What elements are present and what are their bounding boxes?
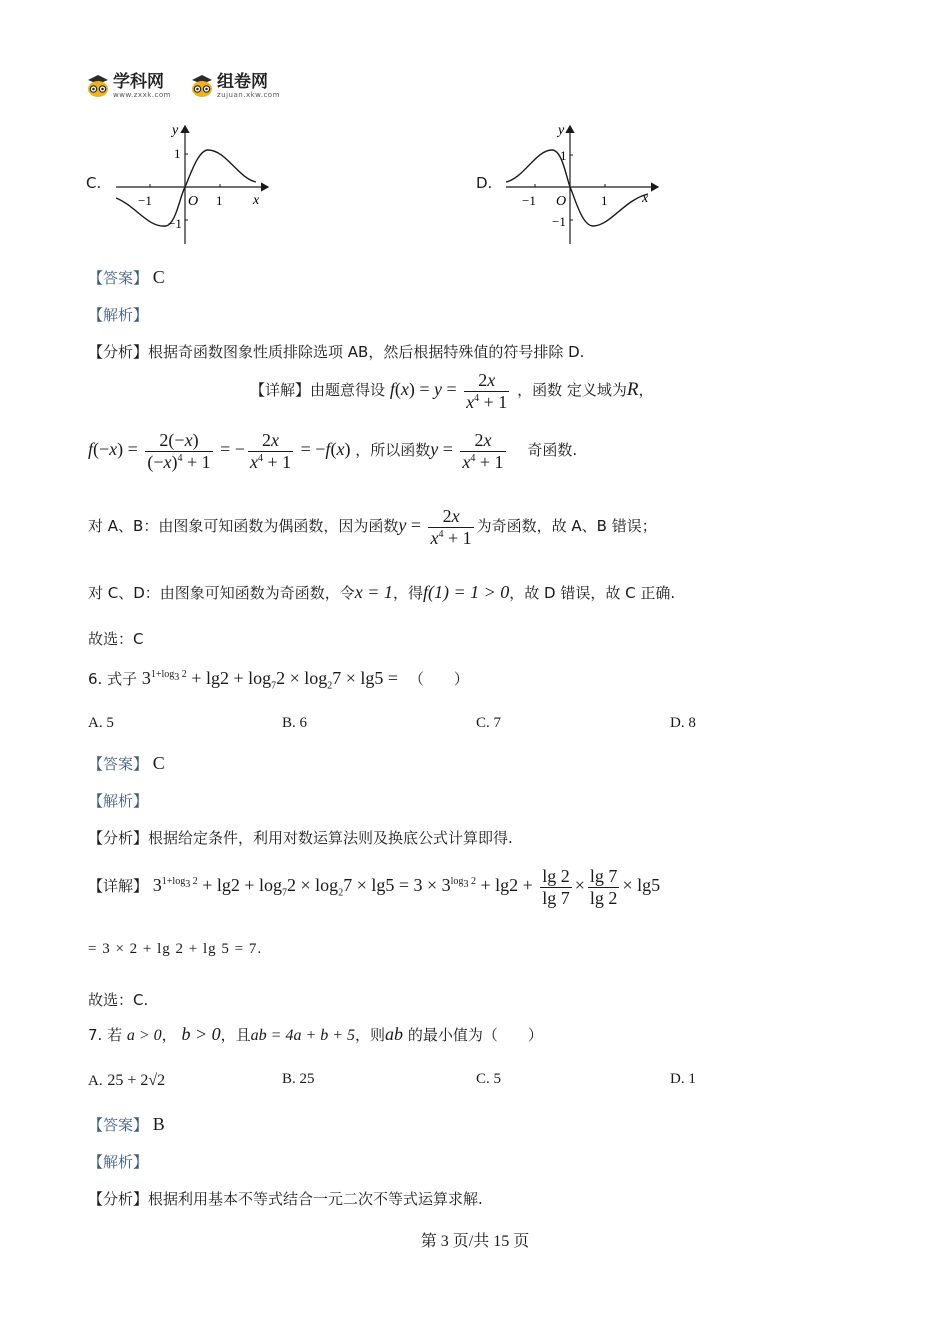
- fenxi-text: 根据奇函数图象性质排除选项 AB，然后根据特殊值的符号排除 D.: [148, 343, 585, 361]
- math-expr: $3^{1+log_3 2} + \lg 2 + \log_72 \times \log_27 \times \lg 5 = 3 \times 3^{log_3 2} + \lg 2$ +: [152, 875, 538, 899]
- q7-answer: [88, 1114, 165, 1135]
- detail-text: 为奇函数，故 A、B 错误；: [476, 517, 657, 536]
- q6-stem: [88, 668, 469, 692]
- q5-detail-line2: f(−x) = $\frac{2(-x)}{(-x)^4 + 1}$ = − $\frac{2x}{x^4 + 1}$ = −f(x) ，所以函数y = $\frac{2x}{x^4 + 1}$ 奇函数.: [88, 430, 578, 472]
- q6-option-b: B. 6: [282, 715, 308, 731]
- owl-logo-icon: [190, 74, 214, 98]
- q7-stem: [88, 1024, 543, 1045]
- q5-fenxi: [88, 341, 584, 362]
- tick-label-y-neg: −1: [552, 214, 566, 229]
- detail-text: ，得: [392, 584, 423, 602]
- detail-text: ，函数 定义域为: [517, 381, 627, 400]
- tick-label-y-pos: 1: [560, 148, 567, 163]
- domain-r: R: [626, 379, 639, 401]
- math-expr: a > 0: [126, 1027, 162, 1044]
- fraction: $\frac{2x}{x^4 + 1}$: [430, 506, 472, 548]
- y-axis-label: y: [172, 123, 179, 138]
- answer-value: B: [152, 1114, 165, 1134]
- y-axis-label: y: [558, 123, 565, 138]
- tick-label-x-neg: −1: [522, 193, 536, 208]
- logo-zujuan: [190, 68, 280, 104]
- fenxi-tag: 【分析】: [88, 343, 149, 361]
- fraction: $\frac{2x}{x^4 + 1}$: [466, 370, 508, 412]
- math-expr: b > 0: [181, 1024, 221, 1044]
- owl-logo-icon: [86, 74, 110, 98]
- logo-url: www.zxxk.com: [113, 90, 171, 99]
- detail-text: 对 C、D：由图象可知函数为奇函数，令: [88, 584, 355, 602]
- fenxi-text: 根据给定条件，利用对数运算法则及换底公式计算即得.: [148, 829, 513, 847]
- q6-fenxi: [88, 827, 513, 848]
- detail-text: 对 A、B：由图象可知函数为偶函数，因为函数: [88, 517, 399, 536]
- q5-answer: [88, 267, 165, 288]
- q7-option-b: B. 25: [282, 1071, 315, 1087]
- q5-analysis-tag: 【解析】: [88, 306, 149, 324]
- q5-detail-line3: 对 A、B：由图象可知函数为偶函数，因为函数y = $\frac{2x}{x^4 + 1}$ 为奇函数，故 A、B 错误；: [88, 506, 657, 548]
- origin-label: O: [188, 194, 199, 209]
- q6-option-a: A. 5: [88, 715, 114, 731]
- answer-value: C: [152, 753, 165, 773]
- option-c-label: C.: [86, 174, 102, 192]
- detail-text: ，所以函数: [355, 441, 431, 460]
- tick-label-x-pos: 1: [601, 193, 608, 208]
- logo-zxxk: [86, 68, 171, 104]
- answer-tag: 【答案】: [88, 269, 149, 287]
- q7-option-a: [88, 1071, 165, 1090]
- fraction: $\frac{2x}{x^4 + 1}$: [462, 430, 504, 472]
- fenxi-tag: 【分析】: [88, 829, 149, 847]
- tick-label-x-neg: −1: [138, 193, 152, 208]
- detail-text: 奇函数.: [527, 441, 578, 460]
- q6-answer: [88, 753, 165, 774]
- answer-tag: 【答案】: [88, 1116, 149, 1134]
- q6-analysis-tag: 【解析】: [88, 792, 149, 810]
- origin-label: O: [556, 194, 567, 209]
- detail-text: ，: [638, 381, 654, 400]
- q7-option-c: C. 5: [476, 1071, 502, 1087]
- q6-choose: 故选：C.: [88, 991, 149, 1009]
- stem-text: ，且: [220, 1026, 251, 1044]
- fraction: $\frac{2x}{x^4 + 1}$: [249, 430, 292, 472]
- x-axis-label: x: [253, 193, 260, 208]
- tick-label-x-pos: 1: [216, 193, 223, 208]
- fraction: $\frac{\lg 7}{\lg 2}$: [589, 866, 618, 908]
- option-label: A.: [88, 1073, 103, 1089]
- q7-option-d: D. 1: [670, 1071, 696, 1087]
- math-expr: f(1) = 1 > 0: [422, 582, 510, 602]
- math-expr: ab: [385, 1024, 404, 1044]
- detail-text: 由题意得设: [310, 381, 386, 400]
- q6-option-d: D. 8: [670, 715, 696, 731]
- stem-paren: （ ）: [408, 670, 469, 688]
- logo-url: zujuan.xkw.com: [217, 90, 280, 99]
- q5-choose: 故选：C: [88, 630, 144, 648]
- stem-text: ，: [161, 1026, 177, 1044]
- answer-value: C: [152, 267, 165, 287]
- answer-tag: 【答案】: [88, 755, 149, 773]
- fenxi-tag: 【分析】: [88, 1190, 149, 1208]
- fraction: $\frac{\lg 2}{\lg 7}$: [542, 866, 570, 908]
- logo-name: 组卷网: [217, 71, 268, 92]
- x-axis-label: x: [642, 191, 649, 206]
- q6-option-c: C. 7: [476, 715, 502, 731]
- q5-detail-line1: 【详解】由题意得设 f(x) = y = $\frac{2x}{x^4 + 1}$ ，函数 定义域为R，: [250, 370, 654, 412]
- stem-text: 的最小值为（ ）: [407, 1026, 543, 1044]
- stem-text: ，则: [355, 1026, 386, 1044]
- curve: [506, 150, 648, 226]
- q6-detail: 【详解】 $3^{1+log_3 2} + \lg 2 + \log_72 \times \log_27 \times \lg 5 = 3 \times 3^{log_3 2} + \lg 2$ + $\frac{\lg 2}{\lg 7}$ × $\frac{\lg 7}{\lg 2}$ × lg5: [88, 866, 661, 908]
- q5-detail-line4: [88, 582, 675, 603]
- detail-text: ，故 D 错误，故 C 正确.: [509, 584, 676, 602]
- stem-text: 7. 若: [88, 1026, 123, 1044]
- math-expr: = 3 × 2 + lg 2 + lg 5 = 7: [88, 941, 258, 957]
- q7-fenxi: [88, 1188, 483, 1209]
- q7-analysis-tag: 【解析】: [88, 1153, 149, 1171]
- detail-tag: 【详解】: [250, 381, 311, 400]
- math-expr: $3^{1+log_3 2} + \lg 2 + \log_72 \times \log_27 \times \lg 5$ =: [141, 668, 399, 692]
- q6-result-line: = 3 × 2 + lg 2 + lg 5 = 7.: [88, 941, 263, 957]
- math-expr: 25 + 2√2: [107, 1072, 166, 1089]
- option-d-label: D.: [476, 174, 493, 192]
- logo-name: 学科网: [113, 71, 164, 92]
- tick-label-y-neg: −1: [168, 216, 182, 231]
- page-number: 第 3 页/共 15 页: [420, 1233, 530, 1250]
- graph-option-c: [108, 118, 278, 248]
- stem-text: 6. 式子: [88, 670, 138, 688]
- math-expr: ab = 4a + b + 5: [250, 1027, 356, 1044]
- math-expr: x = 1: [354, 582, 393, 602]
- tick-label-y-pos: 1: [174, 146, 181, 161]
- fenxi-text: 根据利用基本不等式结合一元二次不等式运算求解.: [148, 1190, 483, 1208]
- detail-tag: 【详解】: [88, 877, 149, 896]
- fraction: $\frac{2(-x)}{(-x)^4 + 1}$: [147, 430, 211, 472]
- curve: [116, 150, 256, 226]
- math-f-x: f: [389, 379, 395, 400]
- graph-option-d: [498, 118, 668, 248]
